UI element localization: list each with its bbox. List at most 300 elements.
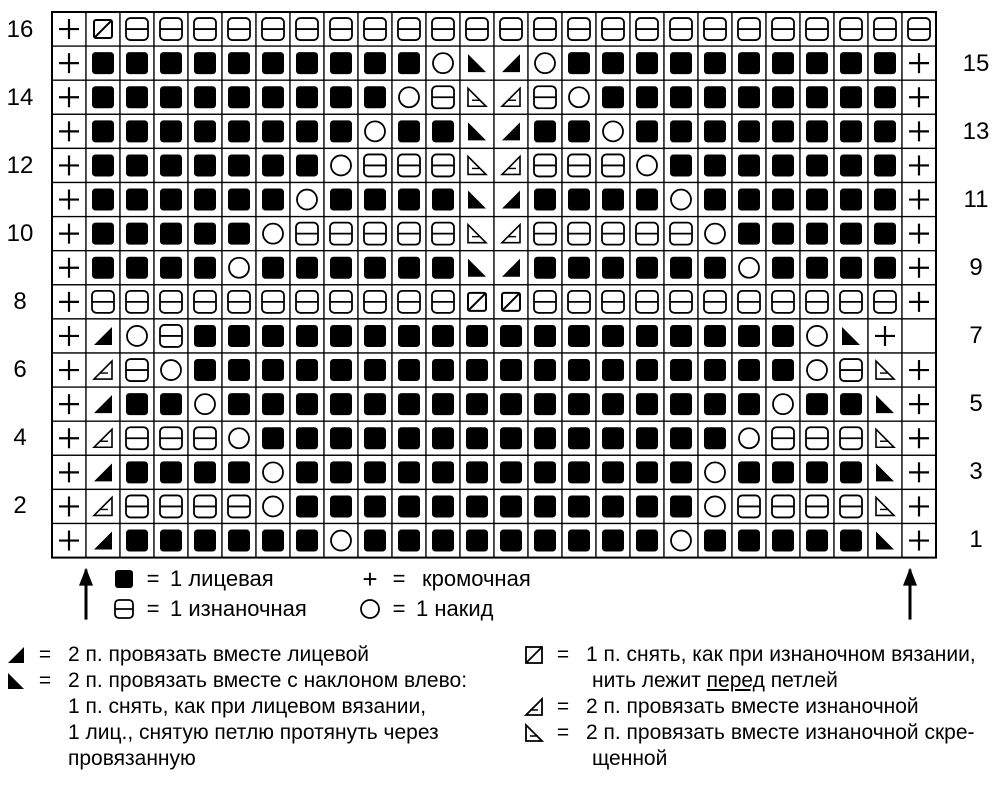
purl-stitch-cell [698,12,732,46]
edge-stitch-cell [902,183,936,217]
knit-stitch-cell [834,524,868,558]
knit-stitch-cell [834,217,868,251]
knit-stitch-cell [630,421,664,455]
knit-stitch-cell [324,489,358,523]
knit-stitch-cell [698,524,732,558]
yarn-over-cell [630,148,664,182]
knit-stitch-cell [766,455,800,489]
purl-stitch-cell [630,12,664,46]
purl-stitch-cell [834,353,868,387]
knit-stitch-cell [766,319,800,353]
edge-stitch-cell [52,148,86,182]
purl-stitch-cell [222,12,256,46]
row-number-4: 4 [13,424,27,451]
knit-stitch-cell [222,114,256,148]
purl-stitch-cell [868,12,902,46]
legend-yo: = 1 накид [358,596,493,622]
knit-stitch-cell [120,217,154,251]
purl-stitch-cell [426,80,460,114]
purl-stitch-cell [392,285,426,319]
knit-stitch-cell [86,217,120,251]
knit-stitch-cell [426,319,460,353]
knit-stitch-cell [460,319,494,353]
edge-stitch-cell [902,217,936,251]
knit-stitch-cell [426,421,460,455]
purl-stitch-cell [188,489,222,523]
knit-stitch-cell [290,80,324,114]
knit-stitch-cell [358,80,392,114]
knit-stitch-cell [392,524,426,558]
edge-stitch-cell [52,251,86,285]
knit-stitch-cell [732,319,766,353]
purl-stitch-cell [154,285,188,319]
knit-stitch-cell [392,46,426,80]
knit-stitch-cell [86,46,120,80]
knit-stitch-cell [324,421,358,455]
purl-stitch-cell [562,217,596,251]
knit-stitch-cell [120,183,154,217]
knit-stitch-cell [800,387,834,421]
knit-stitch-cell [630,353,664,387]
purl-stitch-cell [154,489,188,523]
purl-stitch-cell [222,285,256,319]
knit-stitch-cell [630,80,664,114]
row-number-6: 6 [13,356,27,383]
legend-knit-label: 1 лицевая [170,566,274,591]
knit-stitch-cell [392,251,426,285]
knit-stitch-cell [154,455,188,489]
purl-stitch-cell [120,285,154,319]
yarn-over-cell [256,489,290,523]
yarn-over-cell [392,80,426,114]
knit-stitch-cell [528,183,562,217]
knit-stitch-cell [188,114,222,148]
purl-stitch-cell [630,285,664,319]
purl-stitch-cell [528,148,562,182]
knit-stitch-cell [460,353,494,387]
knit-stitch-cell [120,148,154,182]
legend-knit: = 1 лицевая [112,566,274,592]
knit-stitch-cell [596,251,630,285]
p2tog-cell [494,148,528,182]
purl-stitch-cell [596,12,630,46]
yarn-over-cell [800,319,834,353]
yarn-over-cell [766,387,800,421]
desc-k2tog: = 2 п. провязать вместе лицевой [4,642,369,668]
edge-stitch-cell [902,46,936,80]
knit-stitch-cell [256,421,290,455]
knit-stitch-cell [324,455,358,489]
yarn-over-cell [664,524,698,558]
yarn-over-cell [732,421,766,455]
row-number-9: 9 [969,254,983,281]
knit-stitch-cell [800,251,834,285]
edge-stitch-cell [52,353,86,387]
knit-stitch-cell [800,114,834,148]
purl-stitch-cell [698,285,732,319]
yarn-over-cell [698,489,732,523]
k2tog-cell [86,319,120,353]
knit-stitch-cell [834,455,868,489]
knit-stitch-cell [494,319,528,353]
cell-cell [902,319,936,353]
row-number-12: 12 [6,152,34,179]
knit-stitch-cell [392,387,426,421]
knit-stitch-cell [188,148,222,182]
purl-stitch-cell [562,148,596,182]
knit-stitch-cell [732,217,766,251]
knit-stitch-cell [426,353,460,387]
legend-purl-label: 1 изнаночная [170,596,307,621]
yarn-over-cell [120,319,154,353]
yarn-over-cell [528,46,562,80]
knit-stitch-cell [630,251,664,285]
yarn-over-cell [698,217,732,251]
ssk-cell [868,455,902,489]
knit-stitch-cell [426,455,460,489]
knit-stitch-cell [426,114,460,148]
edge-stitch-cell [52,387,86,421]
knit-stitch-cell [494,421,528,455]
knit-stitch-cell [664,353,698,387]
knit-stitch-cell [834,80,868,114]
knit-stitch-cell [494,455,528,489]
knit-stitch-cell [562,455,596,489]
purl-stitch-cell [664,12,698,46]
purl-stitch-cell [902,12,936,46]
ssk-cell [460,114,494,148]
knit-stitch-cell [596,387,630,421]
p2tog-tbl-cell [460,148,494,182]
knit-stitch-cell [732,148,766,182]
knit-stitch-cell [698,421,732,455]
knit-stitch-cell [188,319,222,353]
knit-stitch-cell [596,455,630,489]
purl-stitch-cell [392,148,426,182]
knit-stitch-cell [766,251,800,285]
knit-stitch-cell [562,421,596,455]
knit-stitch-cell [868,251,902,285]
knit-stitch-cell [120,251,154,285]
purl-stitch-cell [290,217,324,251]
knit-stitch-cell [596,489,630,523]
edge-stitch-cell [52,114,86,148]
knit-stitch-cell [358,319,392,353]
knit-stitch-cell [562,353,596,387]
purl-stitch-cell [154,12,188,46]
knit-stitch-cell [630,455,664,489]
knit-stitch-cell [528,421,562,455]
knit-stitch-cell [528,489,562,523]
knit-stitch-cell [290,353,324,387]
yarn-over-cell [324,524,358,558]
purl-stitch-cell [120,353,154,387]
purl-stitch-cell [800,285,834,319]
knit-stitch-cell [494,524,528,558]
row-number-5: 5 [969,390,983,417]
knit-stitch-cell [698,183,732,217]
purl-stitch-cell [426,217,460,251]
knit-stitch-cell [358,524,392,558]
knit-stitch-cell [868,183,902,217]
purl-stitch-cell [868,285,902,319]
knit-stitch-cell [766,217,800,251]
knit-stitch-cell [154,46,188,80]
p2tog-cell [494,217,528,251]
knit-stitch-cell [528,319,562,353]
edge-stitch-cell [52,524,86,558]
knit-stitch-cell [528,387,562,421]
knit-stitch-cell [120,387,154,421]
purl-stitch-cell [290,285,324,319]
knit-stitch-cell [290,387,324,421]
knit-stitch-cell [426,251,460,285]
purl-stitch-cell [188,285,222,319]
knit-stitch-cell [528,114,562,148]
knit-stitch-cell [222,46,256,80]
purl-stitch-cell [256,285,290,319]
knit-stitch-cell [630,114,664,148]
edge-stitch-cell [902,251,936,285]
edge-stitch-cell [902,148,936,182]
p2tog-cell [86,489,120,523]
knit-stitch-cell [664,489,698,523]
slip-stitch-cell [460,285,494,319]
purl-stitch-cell [800,489,834,523]
knit-stitch-cell [868,148,902,182]
knit-stitch-cell [256,114,290,148]
yarn-over-cell [256,217,290,251]
knit-stitch-cell [256,353,290,387]
desc-p2tog: = 2 п. провязать вместе изнаночной [522,694,919,720]
knit-stitch-cell [290,251,324,285]
knit-stitch-cell [732,353,766,387]
knit-stitch-cell [868,80,902,114]
knit-stitch-cell [222,455,256,489]
knit-stitch-cell [800,80,834,114]
p2tog-tbl-cell [460,217,494,251]
knit-stitch-cell [460,421,494,455]
knit-stitch-cell [154,524,188,558]
knit-stitch-cell [324,183,358,217]
knit-stitch-cell [766,114,800,148]
purl-stitch-cell [766,489,800,523]
knit-stitch-cell [596,183,630,217]
knit-stitch-cell [256,319,290,353]
yarn-over-cell [800,353,834,387]
knit-stitch-cell [324,319,358,353]
edge-stitch-cell [902,80,936,114]
knit-stitch-cell [630,183,664,217]
yarn-over-cell [562,80,596,114]
knit-stitch-cell [630,489,664,523]
knit-stitch-cell [732,183,766,217]
purl-stitch-cell [800,12,834,46]
k2tog-cell [86,524,120,558]
knit-stitch-cell [256,524,290,558]
knit-stitch-cell [222,217,256,251]
knit-stitch-cell [834,46,868,80]
knit-stitch-cell [290,114,324,148]
repeat-end-arrow-icon [903,568,917,620]
purl-stitch-cell [120,12,154,46]
ssk-cell [868,387,902,421]
yarn-over-cell [426,46,460,80]
p2tog-tbl-cell [868,489,902,523]
knit-stitch-cell [358,353,392,387]
purl-stitch-cell [528,12,562,46]
knit-stitch-cell [766,353,800,387]
knit-stitch-cell [494,489,528,523]
knit-stitch-cell [528,524,562,558]
knit-stitch-cell [800,148,834,182]
knit-stitch-cell [766,46,800,80]
purl-stitch-cell [766,421,800,455]
knit-stitch-cell [154,251,188,285]
purl-stitch-cell [358,148,392,182]
knit-stitch-cell [222,183,256,217]
knit-stitch-cell [698,319,732,353]
purl-stitch-cell [664,217,698,251]
p2tog-icon [522,695,546,719]
knit-stitch-cell [596,80,630,114]
knit-stitch-cell [664,251,698,285]
knit-stitch-cell [868,46,902,80]
knit-stitch-cell [358,387,392,421]
desc-p2tog-tbl: = 2 п. провязать вместе изнаночной скре- щенной [522,720,975,772]
knit-stitch-cell [120,524,154,558]
knit-stitch-cell [528,455,562,489]
row-number-1: 1 [969,526,983,553]
knit-stitch-cell [188,524,222,558]
knit-stitch-cell [256,148,290,182]
knit-stitch-cell [562,251,596,285]
knit-stitch-cell [732,80,766,114]
purl-stitch-cell [732,489,766,523]
knit-stitch-cell [732,387,766,421]
k2tog-cell [494,251,528,285]
knit-stitch-cell [596,319,630,353]
purl-stitch-cell [834,12,868,46]
yarn-over-cell [154,353,188,387]
yarn-over-cell [664,183,698,217]
purl-stitch-cell [188,12,222,46]
knit-stitch-cell [188,251,222,285]
p2tog-tbl-icon [522,721,546,745]
repeat-start-arrow-icon [79,568,93,620]
row-number-14: 14 [6,84,34,111]
knit-stitch-cell [358,183,392,217]
purl-stitch-cell [324,217,358,251]
knit-stitch-cell [766,524,800,558]
purl-stitch-cell [528,217,562,251]
knit-stitch-cell [120,46,154,80]
knit-stitch-cell [460,524,494,558]
purl-stitch-cell [630,217,664,251]
knit-stitch-cell [256,46,290,80]
knit-stitch-cell [562,183,596,217]
purl-stitch-cell [358,12,392,46]
row-number-16: 16 [6,16,34,43]
slip-stitch-icon [522,643,546,667]
k2tog-cell [494,114,528,148]
knit-stitch-cell [290,319,324,353]
k2tog-cell [494,46,528,80]
knit-stitch-cell [664,148,698,182]
knit-stitch-cell [664,455,698,489]
edge-stitch-cell [52,12,86,46]
knit-stitch-cell [698,148,732,182]
knit-stitch-cell [766,183,800,217]
ssk-cell [460,183,494,217]
knit-stitch-cell [188,217,222,251]
knit-stitch-cell [392,183,426,217]
knit-stitch-cell [732,455,766,489]
purl-stitch-cell [766,285,800,319]
knit-stitch-cell [732,46,766,80]
knit-stitch-cell [392,319,426,353]
ssk-cell [460,251,494,285]
knit-stitch-cell [664,114,698,148]
knit-stitch-cell [630,524,664,558]
knit-stitch-cell [800,524,834,558]
knit-stitch-cell [222,80,256,114]
purl-stitch-cell [596,217,630,251]
p2tog-cell [86,353,120,387]
purl-stitch-cell [732,12,766,46]
knit-stitch-cell [664,80,698,114]
knit-stitch-cell [732,114,766,148]
knit-stitch-cell [800,217,834,251]
purl-stitch-cell [494,12,528,46]
purl-stitch-cell [392,12,426,46]
legend-purl: = 1 изнаночная [112,596,307,622]
edge-stitch-cell [902,114,936,148]
knit-stitch-cell [528,353,562,387]
purl-stitch-cell [324,12,358,46]
yarn-over-cell [290,183,324,217]
knit-stitch-cell [562,489,596,523]
knit-stitch-cell [188,183,222,217]
knit-stitch-cell [562,387,596,421]
knit-stitch-cell [358,489,392,523]
yarn-over-cell [256,455,290,489]
ssk-cell [834,319,868,353]
purl-stitch-cell [120,489,154,523]
p2tog-cell [86,421,120,455]
knit-stitch-cell [358,46,392,80]
knit-stitch-cell [324,387,358,421]
legend-edge: + = кромочная [358,566,531,592]
knit-stitch-cell [596,353,630,387]
knit-stitch-cell [324,80,358,114]
k2tog-icon [4,643,28,667]
knit-stitch-cell [868,114,902,148]
knit-stitch-cell [358,251,392,285]
purl-stitch-cell [324,285,358,319]
knit-stitch-cell [324,353,358,387]
knit-stitch-cell [392,489,426,523]
edge-stitch-cell [52,285,86,319]
knit-stitch-cell [562,524,596,558]
knit-stitch-cell [698,387,732,421]
knit-stitch-cell [188,46,222,80]
knit-stitch-cell [358,421,392,455]
row-number-10: 10 [6,220,34,247]
edge-stitch-cell [902,285,936,319]
knit-stitch-icon [112,567,136,591]
knit-stitch-cell [800,183,834,217]
